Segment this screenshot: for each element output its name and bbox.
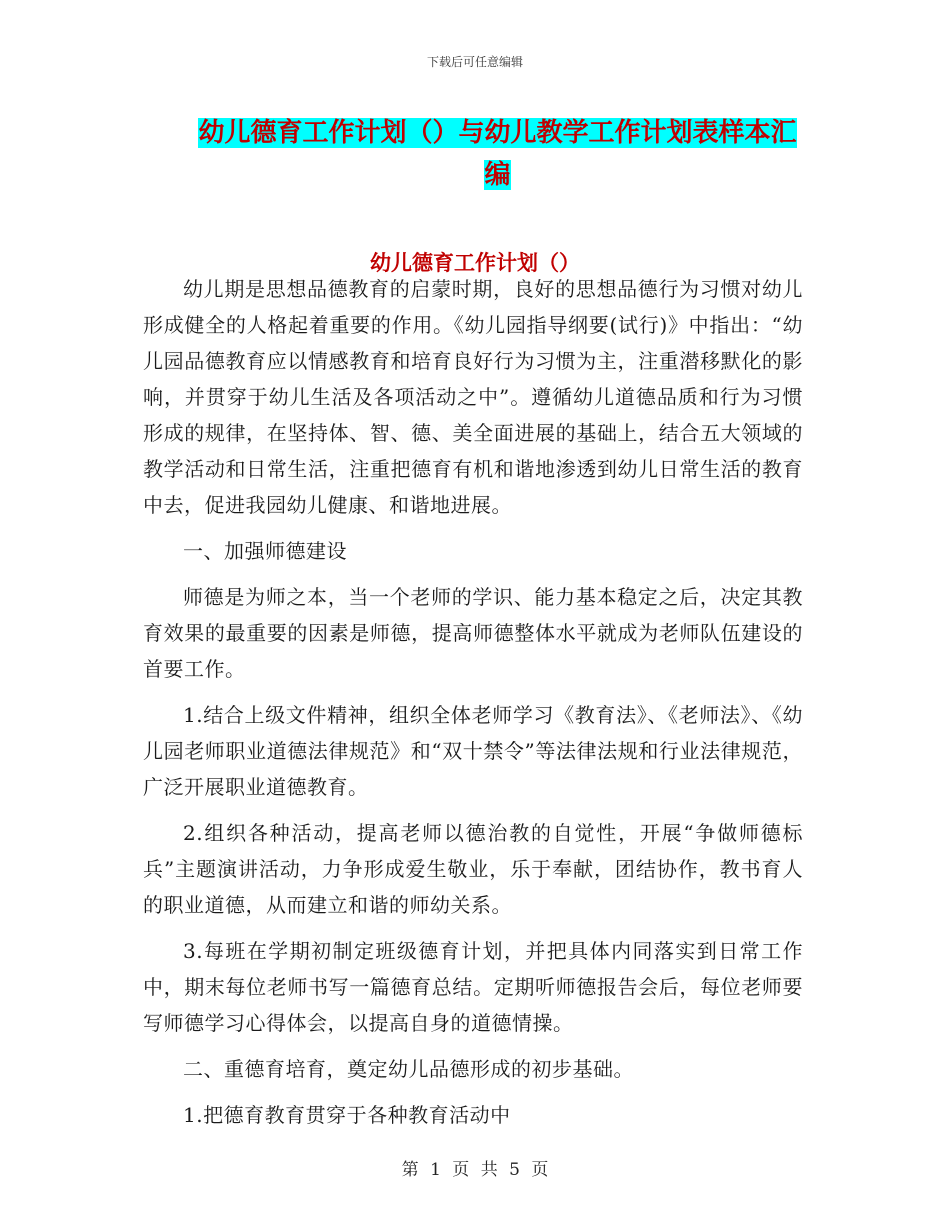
document-title-text: 幼儿德育工作计划（）与幼儿教学工作计划表样本汇编	[198, 118, 797, 190]
heading-moral-education: 二、重德育培育，奠定幼儿品德形成的初步基础。	[183, 1057, 634, 1081]
header-note: 下载后可任意编辑	[426, 55, 523, 69]
document-body	[143, 271, 803, 1143]
paragraph-teacher-ethics: 师德是为师之本，当一个老师的学识、能力基本稳定之后，决定其教育效果的最重要的因素是师德，提高师德整体水平就成为老师队伍建设的首要工作。	[143, 585, 803, 681]
paragraph-intro: 幼儿期是思想品德教育的启蒙时期，良好的思想品德行为习惯对幼儿形成健全的人格起着重要的作用。《幼儿园指导纲要(试行)》中指出：“幼儿园品德教育应以情感教育和培育良好行为习惯为主，注重潜移默化的影响，并贯穿于幼儿生活及各项活动之中”。遵循幼儿道德品质和行为习惯形成的规律，在坚持体、智、德、美全面进展的基础上，结合五大领域的教学活动和日常生活，注重把德育有机和谐地渗透到幼儿日常生活的教育中去，促进我园幼儿健康、和谐地进展。	[143, 277, 803, 517]
list-item-3: 3.每班在学期初制定班级德育计划，并把具体内同落实到日常工作中，期末每位老师书写一篇德育总结。定期听师德报告会后，每位老师要写师德学习心得体会，以提高自身的道德情操。	[143, 939, 803, 1035]
list-item-moral-1: 1.把德育教育贯穿于各种教育活动中	[183, 1103, 511, 1127]
section-title: 幼儿德育工作计划（）	[370, 251, 580, 275]
list-item-2: 2.组织各种活动，提高老师以德治教的自觉性，开展“争做师德标兵”主题演讲活动，力争形成爱生敬业，乐于奉献，团结协作，教书育人的职业道德，从而建立和谐的师幼关系。	[143, 821, 803, 917]
page-footer: 第 1 页 共 5 页	[401, 1160, 549, 1180]
list-item-1: 1.结合上级文件精神，组织全体老师学习《教育法》、《老师法》、《幼儿园老师职业道德法律规范》和“双十禁令”等法律法规和行业法律规范，广泛开展职业道德教育。	[143, 703, 803, 799]
document-title	[190, 112, 805, 196]
heading-teacher-ethics: 一、加强师德建设	[183, 539, 347, 563]
